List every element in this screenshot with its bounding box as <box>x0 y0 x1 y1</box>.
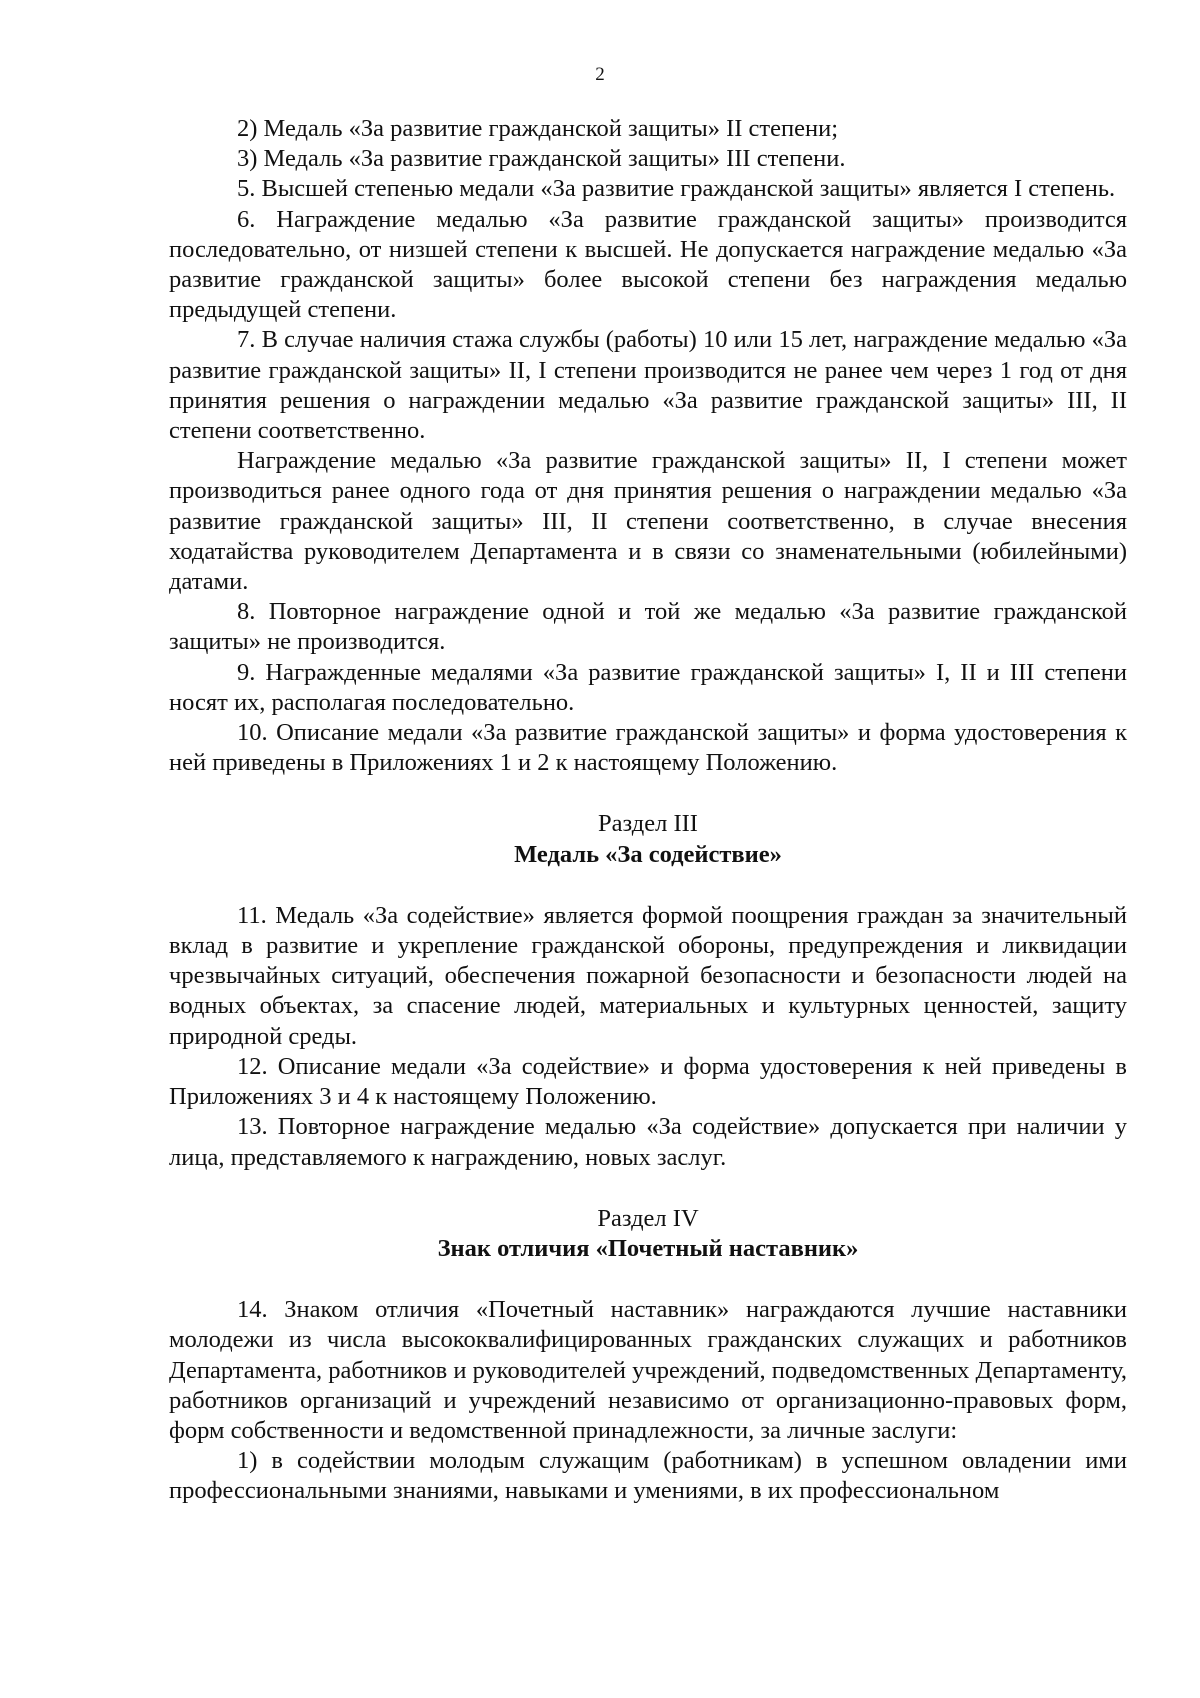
page-number: 2 <box>595 64 605 85</box>
paragraph: Награждение медалью «За развитие гражданской защиты» II, I степени может производиться ранее одного года от дня принятия решения о награждении медалью «За развитие гражданской защиты» III, II степени соответственно, в случае внесения ходатайства руководителем Департамента и в связи со знаменательными (юбилейными) датами. <box>169 447 1127 596</box>
paragraph: 9. Награжденные медалями «За развитие гражданской защиты» I, II и III степени носят их, располагая последовательно. <box>169 658 1127 716</box>
paragraph: 12. Описание медали «За содействие» и форма удостоверения к ней приведены в Приложениях 3 и 4 к настоящему Положению. <box>169 1052 1127 1111</box>
section-label: Раздел IV <box>597 1204 699 1232</box>
spacer <box>169 778 1127 809</box>
paragraph: 1) в содействии молодым служащим (работникам) в успешном овладении ими профессиональными знаниями, навыками и умениями, в их профессиональном <box>169 1447 1127 1505</box>
paragraph: 6. Награждение медалью «За развитие гражданской защиты» производится последовательно, от низшей степени к высшей. Не допускается награждение медалью «За развитие гражданской защиты» более высокой степени без награждения медалью предыдущей степени. <box>169 205 1127 324</box>
paragraph: 11. Медаль «За содействие» является формой поощрения граждан за значительный вклад в развитие и укрепление гражданской обороны, предупреждения и ликвидации чрезвычайных ситуаций, обеспечения пожарной безопасности и безопасности людей на водных объектах, за спасение людей, материальных и культурных ценностей, защиту природной среды. <box>169 901 1127 1050</box>
document-body <box>169 114 1127 1507</box>
paragraph: 7. В случае наличия стажа службы (работы) 10 или 15 лет, награждение медалью «За развитие гражданской защиты» II, I степени производится не ранее чем через 1 год от дня принятия решения о награждении медалью «За развитие гражданской защиты» III, II степени соответственно. <box>169 326 1127 445</box>
section-title: Знак отличия «Почетный наставник» <box>437 1234 859 1262</box>
spacer <box>169 870 1127 901</box>
paragraph: 5. Высшей степенью медали «За развитие гражданской защиты» является I степень. <box>237 175 1116 203</box>
spacer <box>169 1264 1127 1295</box>
section-title: Медаль «За содействие» <box>514 840 782 868</box>
section-label: Раздел III <box>598 810 698 838</box>
paragraph: 8. Повторное награждение одной и той же медалью «За развитие гражданской защиты» не производится. <box>169 598 1127 656</box>
list-item: 2) Медаль «За развитие гражданской защиты» II степени; <box>237 115 839 142</box>
spacer <box>169 1173 1127 1204</box>
list-item: 3) Медаль «За развитие гражданской защиты» III степени. <box>237 145 846 173</box>
paragraph: 14. Знаком отличия «Почетный наставник» награждаются лучшие наставники молодежи из числа высококвалифицированных гражданских служащих и работников Департамента, работников и руководителей учреждений, подведомственных Департаменту, работников организаций и учреждений независимо от организационно-правовых форм, форм собственности и ведомственной принадлежности, за личные заслуги: <box>169 1296 1127 1444</box>
paragraph: 13. Повторное награждение медалью «За содействие» допускается при наличии у лица, представляемого к награждению, новых заслуг. <box>169 1113 1127 1171</box>
paragraph: 10. Описание медали «За развитие гражданской защиты» и форма удостоверения к ней приведены в Приложениях 1 и 2 к настоящему Положению. <box>169 719 1127 777</box>
